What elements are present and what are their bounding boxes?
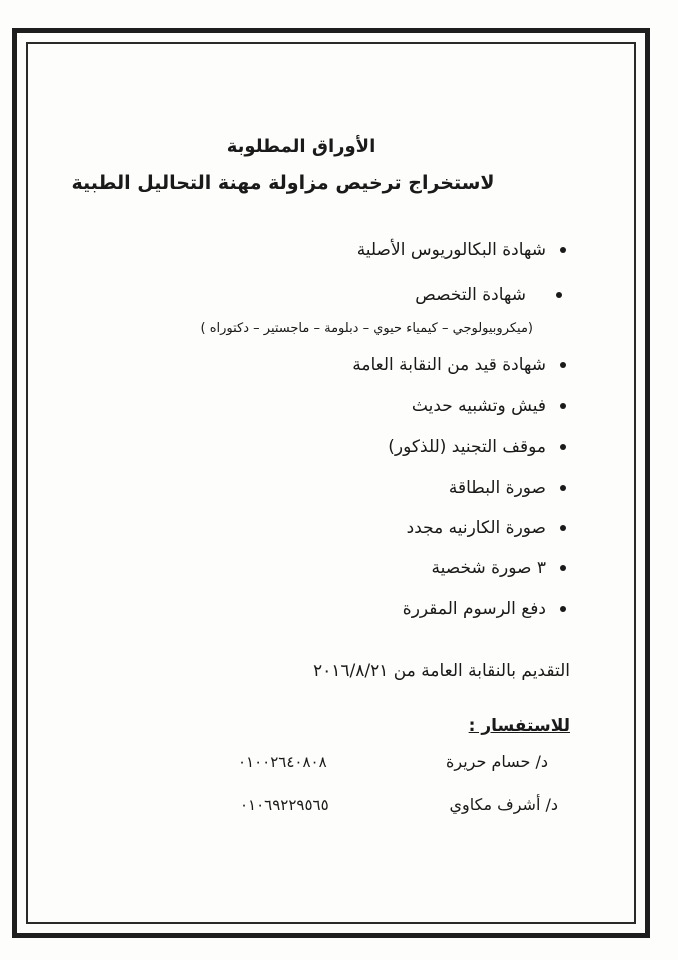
bullet-icon bbox=[560, 606, 566, 612]
requirement-text: دفع الرسوم المقررة bbox=[402, 599, 546, 619]
contact-name: د/ أشرف مكاوي bbox=[449, 795, 558, 814]
contact-name: د/ حسام حريرة bbox=[445, 752, 548, 771]
requirement-text: شهادة التخصص bbox=[415, 285, 526, 305]
requirement-text: صورة الكارنيه مجدد bbox=[406, 518, 546, 538]
list-item bbox=[388, 437, 546, 457]
inquiry-label: للاستفسار : bbox=[468, 716, 570, 736]
bullet-icon bbox=[560, 565, 566, 571]
requirement-text: موقف التجنيد (للذكور) bbox=[388, 437, 546, 457]
specialization-note: (ميكروبيولوجي – كيمياء حيوي – دبلومة – ماجستير – دكتوراه ) bbox=[200, 321, 533, 336]
bullet-icon bbox=[560, 525, 566, 531]
list-item bbox=[403, 599, 546, 619]
application-note: التقديم بالنقابة العامة من ٢٠١٦/٨/٢١ bbox=[313, 661, 570, 681]
requirement-text: شهادة قيد من النقابة العامة bbox=[352, 355, 546, 375]
list-item bbox=[352, 355, 546, 375]
bullet-icon bbox=[560, 444, 566, 450]
page-title: الأوراق المطلوبة bbox=[226, 136, 376, 157]
bullet-icon bbox=[560, 247, 566, 253]
bullet-icon bbox=[560, 485, 566, 491]
page-subtitle: لاستخراج ترخيص مزاولة مهنة التحاليل الطبية bbox=[71, 172, 495, 194]
list-item bbox=[407, 518, 546, 538]
bullet-icon bbox=[560, 362, 566, 368]
list-item bbox=[415, 285, 526, 305]
contact-phone: ٠١٠٠٢٦٤٠٨٠٨ bbox=[238, 753, 327, 771]
requirement-text: فيش وتشبيه حديث bbox=[411, 396, 546, 416]
requirement-text: شهادة البكالوريوس الأصلية bbox=[356, 240, 546, 260]
bullet-icon bbox=[560, 403, 566, 409]
list-item bbox=[357, 240, 546, 260]
bullet-icon bbox=[556, 292, 562, 298]
list-item bbox=[432, 558, 547, 578]
requirement-text: صورة البطاقة bbox=[448, 478, 546, 498]
list-item bbox=[412, 396, 546, 416]
requirement-text: ٣ صورة شخصية bbox=[431, 558, 546, 578]
contact-phone: ٠١٠٦٩٢٢٩٥٦٥ bbox=[240, 796, 329, 814]
list-item bbox=[449, 478, 546, 498]
